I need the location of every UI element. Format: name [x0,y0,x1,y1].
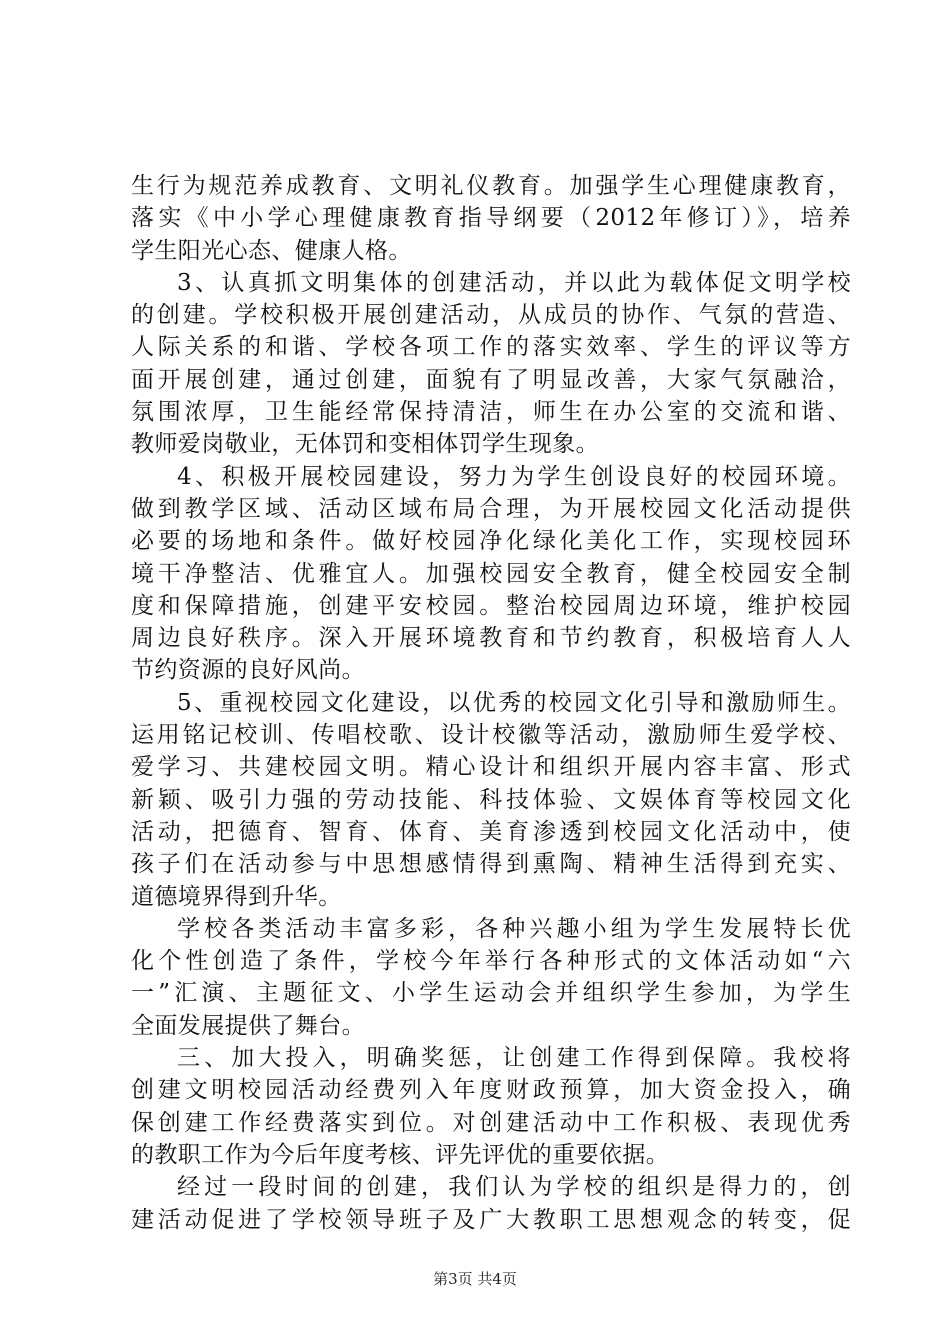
text-line: 周边良好秩序。深入开展环境教育和节约教育，积极培育人人 [131,625,851,652]
text-line: 境干净整洁、优雅宜人。加强校园安全教育，健全校园安全制 [131,560,851,587]
text-line: 氛围浓厚，卫生能经常保持清洁，师生在办公室的交流和谐、 [131,399,851,426]
text-line: 化个性创造了条件，学校今年举行各种形式的文体活动如“六 [131,948,851,975]
text-line: 的教职工作为今后年度考核、评先评优的重要依据。 [131,1141,670,1168]
text-line: 教师爱岗敬业，无体罚和变相体罚学生现象。 [131,431,599,458]
text-line: 新颖、吸引力强的劳动技能、科技体验、文娱体育等校园文化 [131,786,851,813]
text-line: 全面发展提供了舞台。 [131,1012,365,1039]
text-line: 节约资源的良好风尚。 [131,657,365,684]
text-line: 的创建。学校积极开展创建活动，从成员的协作、气氛的营造、 [131,302,851,329]
text-line: 必要的场地和条件。做好校园净化绿化美化工作，实现校园环 [131,528,851,555]
text-line: 活动，把德育、智育、体育、美育渗透到校园文化活动中，使 [131,818,851,845]
text-line: 度和保障措施，创建平安校园。整治校园周边环境，维护校园 [131,592,851,619]
text-line: 创建文明校园活动经费列入年度财政预算，加大资金投入，确 [131,1077,851,1104]
text-line: 运用铭记校训、传唱校歌、设计校徽等活动，激励师生爱学校、 [131,722,851,749]
document-body [131,170,851,1236]
text-line: 做到教学区域、活动区域布局合理，为开展校园文化活动提供 [131,495,851,522]
page-footer: 第3页 共4页 [433,1270,517,1288]
text-line: 三、加大投入，明确奖惩，让创建工作得到保障。我校将 [177,1045,851,1072]
text-line: 面开展创建，通过创建，面貌有了明显改善，大家气氛融洽， [131,366,851,393]
text-line: 爱学习、共建校园文明。精心设计和组织开展内容丰富、形式 [131,754,851,781]
text-line: 学校各类活动丰富多彩，各种兴趣小组为学生发展特长优 [177,915,851,942]
text-line: 经过一段时间的创建，我们认为学校的组织是得力的，创 [177,1174,851,1201]
text-line: 3、认真抓文明集体的创建活动，并以此为载体促文明学校 [177,269,851,296]
text-line: 4、积极开展校园建设，努力为学生创设良好的校园环境。 [177,463,851,490]
text-line: 学生阳光心态、健康人格。 [131,237,412,264]
text-line: 孩子们在活动参与中思想感情得到熏陶、精神生活得到充实、 [131,851,851,878]
text-line: 生行为规范养成教育、文明礼仪教育。加强学生心理健康教育， [131,173,851,199]
text-line: 人际关系的和谐、学校各项工作的落实效率、学生的评议等方 [131,334,851,361]
text-line: 落实《中小学心理健康教育指导纲要（2012年修订）》，培养 [131,205,851,232]
text-line: 道德境界得到升华。 [131,883,342,910]
text-line: 建活动促进了学校领导班子及广大教职工思想观念的转变，促 [131,1206,851,1233]
text-line: 保创建工作经费落实到位。对创建活动中工作积极、表现优秀 [131,1109,851,1136]
text-line: 一”汇演、主题征文、小学生运动会并组织学生参加，为学生 [131,980,851,1007]
text-line: 5、重视校园文化建设，以优秀的校园文化引导和激励师生。 [177,689,851,716]
